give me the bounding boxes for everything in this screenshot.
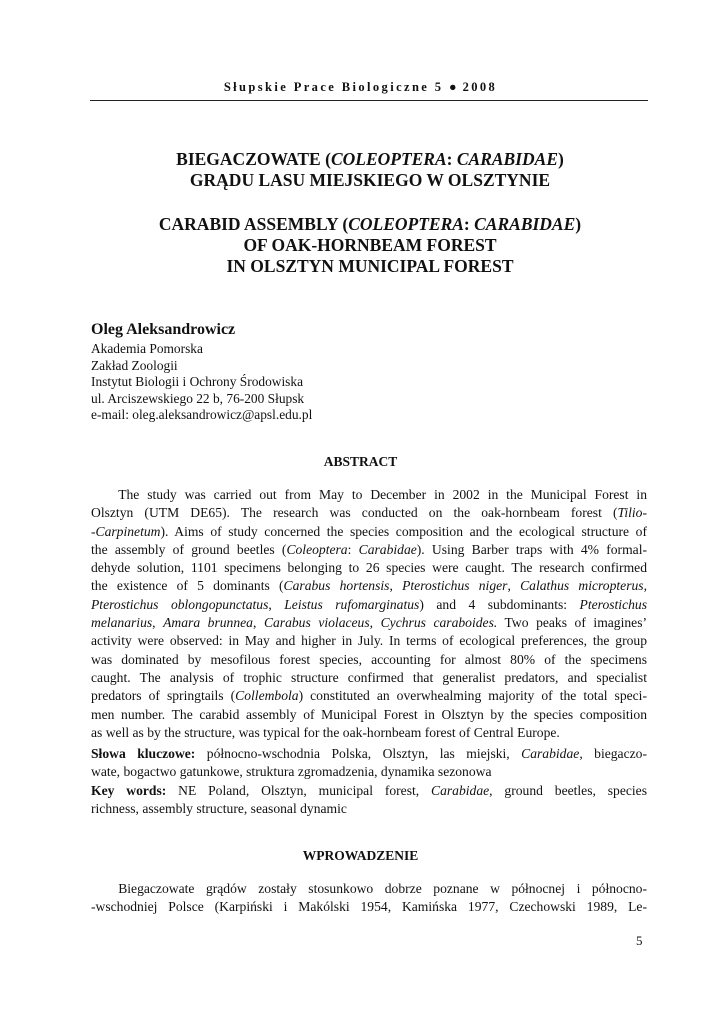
text-run: Słowa kluczowe: xyxy=(91,746,196,761)
text-run: wate, bogactwo gatunkowe, struktura zgromadzenia, dynamika sezonowa xyxy=(91,764,492,780)
text-run: Leistus rufomarginatus xyxy=(284,596,420,612)
text-run: Biegaczowate grądów zostały stosunkowo dobrze poznane w północnej i północno- xyxy=(91,881,647,896)
text-line xyxy=(91,651,647,669)
text-run: Key words: xyxy=(91,782,167,798)
text-run: Cychrus caraboides. xyxy=(380,615,498,631)
text-run: Pterostichus xyxy=(579,596,648,612)
author-affiliation xyxy=(91,341,312,424)
text-run: Two peaks of imagines’ xyxy=(497,615,648,631)
introduction-heading: WPROWADZENIE xyxy=(302,848,419,863)
text-run: richness, assembly structure, seasonal dynamic xyxy=(91,800,347,816)
page-number: 5 xyxy=(636,933,643,948)
text-run: dehyde solution, 1101 specimens belonging to 26 species were caught. The research confirmed xyxy=(91,560,647,576)
text-line xyxy=(91,614,647,632)
text-line xyxy=(91,577,647,595)
text-run: -wschodniej Polsce (Karpiński i Makólski 1954, Kamińska 1977, Czechowski 1989, Le- xyxy=(91,899,647,915)
text-run: , xyxy=(152,615,164,631)
text-line xyxy=(91,800,647,818)
text-run: Carabus violaceus xyxy=(263,615,370,631)
text-line xyxy=(91,898,647,916)
text-run: Calathus micropterus xyxy=(520,578,644,594)
text-run: predators of springtails ( xyxy=(91,688,236,704)
text-run: melanarius xyxy=(91,615,153,631)
text-run: caught. The analysis of trophic structure confirmed that generalist predators, and specialist xyxy=(91,669,647,685)
introduction-text xyxy=(91,880,647,917)
text-run: the existence of 5 dominants ( xyxy=(91,578,284,594)
text-run: , xyxy=(389,578,403,594)
text-run: Collembola xyxy=(235,688,299,704)
header-rule xyxy=(90,100,648,101)
text-run: Amara brunnea xyxy=(163,615,253,631)
bullet-separator: ● xyxy=(448,80,458,94)
text-run: , biegaczo- xyxy=(579,746,647,761)
text-run: Carabidae xyxy=(431,782,490,798)
text-run: Carabidae xyxy=(521,746,580,761)
text-run: Coleoptera xyxy=(286,541,348,557)
text-line xyxy=(91,504,647,522)
text-run: NE Poland, Olsztyn, municipal forest, xyxy=(166,782,432,798)
keywords-block xyxy=(91,745,647,818)
title-polish-line-1: BIEGACZOWATE (COLEOPTERA: CARABIDAE) xyxy=(176,149,564,169)
text-line xyxy=(91,541,647,559)
title-polish xyxy=(80,149,660,191)
text-run: Pterostichus niger xyxy=(402,578,508,594)
text-line xyxy=(91,724,647,742)
text-run: Olsztyn (UTM DE65). The research was conducted on the oak-hornbeam forest ( xyxy=(91,505,618,521)
text-line xyxy=(91,596,647,614)
text-run: , xyxy=(507,578,521,594)
text-line xyxy=(91,687,647,705)
text-run: Pterostichus oblongopunctatus xyxy=(91,596,269,612)
affiliation-line: Instytut Biologii i Ochrony Środowiska xyxy=(91,374,304,390)
text-run: , ground beetles, species xyxy=(489,782,648,798)
affiliation-line: Akademia Pomorska xyxy=(91,341,203,356)
text-run: , xyxy=(268,596,285,612)
running-header xyxy=(0,80,721,95)
title-english-line-2: OF OAK-HORNBEAM FOREST xyxy=(243,235,497,255)
text-run: -Carpinetum xyxy=(91,523,161,539)
author-email: e-mail: oleg.aleksandrowicz@apsl.edu.pl xyxy=(91,407,313,423)
text-line xyxy=(91,745,647,763)
text-run: Carabus hortensis xyxy=(283,578,390,594)
journal-year: 2008 xyxy=(462,80,498,94)
text-run: activity were observed: in May and higher in July. In terms of ecological preferences, the group xyxy=(91,633,647,649)
text-run: ). Using Barber traps with 4% formal- xyxy=(416,541,647,557)
text-line xyxy=(91,559,647,577)
abstract-text xyxy=(91,486,647,742)
title-polish-line-2: GRĄDU LASU MIEJSKIEGO W OLSZTYNIE xyxy=(189,170,551,190)
text-run: men number. The carabid assembly of Municipal Forest in Olsztyn by the species composition xyxy=(91,706,647,722)
text-run: ). Aims of study concerned the species composition and the ecological structure of xyxy=(160,523,647,539)
journal-name: Słupskie Prace Biologiczne xyxy=(223,80,430,94)
title-english-line-3: IN OLSZTYN MUNICIPAL FOREST xyxy=(226,256,514,276)
text-run: : xyxy=(347,541,359,557)
text-run: , xyxy=(369,615,381,631)
text-line xyxy=(91,486,647,504)
text-line xyxy=(91,782,647,800)
text-line xyxy=(91,880,647,898)
text-run: was dominated by mesofilous forest species, accounting for almost 80% of the specimens xyxy=(91,651,647,667)
text-run: The study was carried out from May to December in 2002 in the Municipal Forest in xyxy=(91,487,647,502)
text-line xyxy=(91,669,647,687)
journal-volume: 5 xyxy=(434,80,444,94)
text-run: północno-wschodnia Polska, Olsztyn, las miejski, xyxy=(195,746,522,761)
affiliation-line: ul. Arciszewskiego 22 b, 76-200 Słupsk xyxy=(91,390,305,406)
title-english-line-1: CARABID ASSEMBLY (COLEOPTERA: CARABIDAE) xyxy=(158,214,582,234)
author-name: Oleg Aleksandrowicz xyxy=(91,321,236,338)
text-line xyxy=(91,632,647,650)
affiliation-line: Zakład Zoologii xyxy=(91,357,178,373)
text-run: the assembly of ground beetles ( xyxy=(91,541,287,557)
text-run: Carabidae xyxy=(358,541,417,557)
text-run: ) and 4 subdominants: xyxy=(419,596,580,612)
abstract-heading: ABSTRACT xyxy=(323,454,398,469)
text-run: Tilio- xyxy=(617,505,647,521)
text-run: as well as by the structure, was typical for the oak-hornbeam forest of Central Europe. xyxy=(91,724,560,740)
text-line xyxy=(91,706,647,724)
text-line xyxy=(91,523,647,541)
text-run: ) constituted an overwhealming majority of the total speci- xyxy=(298,688,647,704)
title-english xyxy=(80,214,660,277)
text-run: , xyxy=(252,615,264,631)
text-line xyxy=(91,763,647,781)
text-run: , xyxy=(643,578,647,594)
